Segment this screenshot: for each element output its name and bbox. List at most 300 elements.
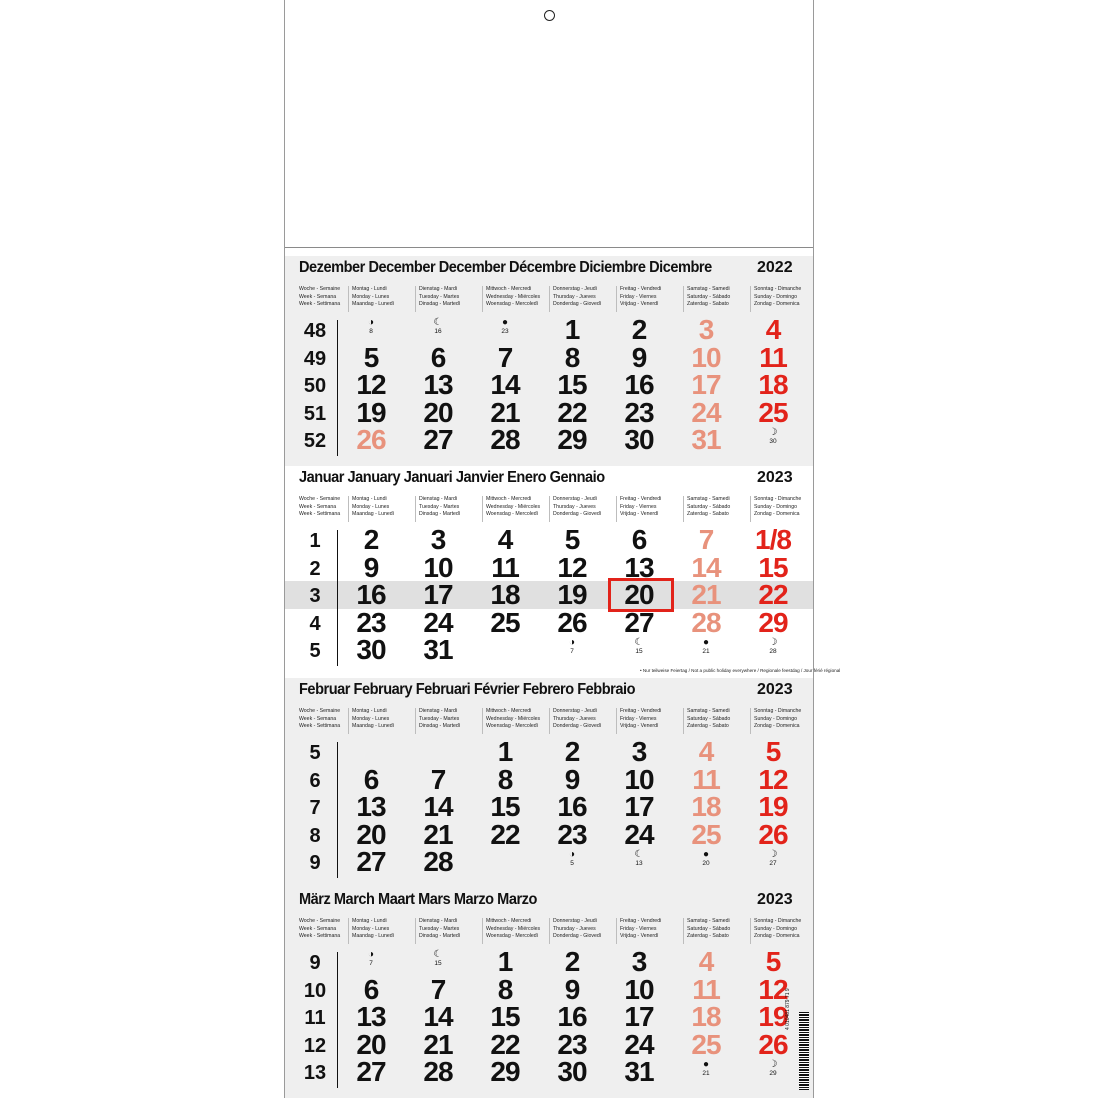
moon-date-label: 27 [769, 860, 777, 867]
day-cell[interactable]: 5 [363, 341, 379, 373]
day-cell[interactable]: 3 [631, 946, 647, 977]
weekday-header-line: Montag - Lundi [352, 286, 387, 292]
weekday-header-line: Week - Semana [299, 925, 337, 932]
moon-date-label: 8 [369, 328, 373, 335]
weekday-header-line: Samstag - Samedi [687, 496, 730, 502]
weekday-header-line: Friday - Viernes [620, 293, 657, 300]
day-cell[interactable]: 18 [758, 369, 788, 400]
week-number: 9 [309, 952, 321, 974]
header-divider [348, 496, 349, 522]
day-cell[interactable]: 20 [624, 579, 654, 610]
day-cell[interactable]: 17 [624, 791, 654, 822]
month-year: 2023 [757, 469, 793, 486]
moon-phase-icon [624, 850, 654, 867]
day-cell[interactable]: 17 [624, 1001, 654, 1032]
weekday-header-line: Sunday - Domingo [754, 715, 797, 722]
day-cell[interactable]: 7 [497, 341, 513, 373]
day-cell[interactable]: 4 [698, 736, 714, 767]
moon-date-label: 13 [635, 860, 643, 867]
day-cell[interactable]: 25 [691, 818, 721, 850]
day-cell[interactable]: 11 [692, 763, 720, 795]
day-cell[interactable]: 24 [624, 1028, 654, 1060]
day-cell[interactable]: 16 [356, 579, 386, 610]
month-year: 2022 [757, 259, 793, 276]
moon-phase-icon [557, 638, 587, 655]
day-cell[interactable]: 16 [557, 1001, 587, 1032]
day-cell[interactable]: 12 [356, 369, 386, 400]
weekday-header-line: Saturday - Sábado [687, 925, 731, 932]
day-cell[interactable]: 11 [759, 341, 787, 373]
day-cell[interactable]: 21 [423, 818, 453, 850]
barcode [799, 1012, 809, 1090]
weekday-header-line: Saturday - Sábado [687, 293, 731, 300]
moon-glyph-icon: ☾ [634, 637, 644, 648]
weekday-header [754, 286, 834, 309]
day-cell[interactable]: 6 [631, 524, 647, 555]
moon-date-label: 15 [434, 960, 442, 967]
header-divider [683, 708, 684, 734]
day-cell[interactable]: 8 [497, 763, 513, 795]
day-cell[interactable]: 27 [423, 424, 453, 455]
day-cell[interactable]: 20 [356, 1028, 386, 1060]
weekday-header-line: Thursday - Jueves [553, 293, 596, 300]
day-cell[interactable]: 21 [691, 579, 721, 610]
moon-glyph-icon: ☽ [768, 427, 778, 438]
day-cell[interactable]: 3 [698, 314, 714, 345]
month-year: 2023 [757, 681, 793, 698]
day-cell[interactable]: 14 [423, 791, 453, 822]
day-cell[interactable]: 25 [691, 1028, 721, 1060]
day-cell[interactable]: 20 [356, 818, 386, 850]
day-cell[interactable]: 18 [691, 791, 721, 822]
header-divider [482, 286, 483, 312]
week-number: 6 [309, 769, 321, 792]
moon-phase-icon [624, 638, 654, 655]
weekday-header-line: Week - Settimana [299, 933, 341, 939]
weekday-header-line: Freitag - Vendredi [620, 286, 662, 292]
day-cell[interactable]: 17 [423, 579, 453, 610]
weekday-header-line: Week - Settimana [299, 301, 341, 307]
day-cell[interactable]: 22 [490, 818, 520, 850]
moon-phase-icon [691, 850, 721, 867]
header-divider [348, 708, 349, 734]
day-cell[interactable]: 26 [758, 1028, 788, 1060]
weekday-header [754, 918, 834, 941]
day-cell[interactable]: 20 [423, 396, 453, 428]
header-divider [415, 708, 416, 734]
weekday-header-line: Mittwoch - Mercredi [486, 918, 532, 924]
weekday-header-line: Freitag - Vendredi [620, 496, 662, 502]
day-cell[interactable]: 1 [497, 736, 513, 767]
weekday-header-line: Zaterdag - Sabato [687, 933, 729, 939]
moon-date-label: 16 [434, 328, 442, 335]
week-number: 1 [309, 530, 321, 552]
day-cell[interactable]: 5 [564, 524, 580, 555]
day-cell[interactable]: 9 [564, 763, 580, 795]
weekday-header-line: Freitag - Vendredi [620, 708, 662, 714]
day-cell[interactable]: 29 [557, 424, 587, 455]
weekday-header-line: Samstag - Samedi [687, 708, 730, 714]
header-divider [348, 286, 349, 312]
day-cell[interactable]: 18 [691, 1001, 721, 1032]
moon-glyph-icon: ● [702, 637, 710, 648]
header-divider [683, 918, 684, 944]
day-cell[interactable]: 29 [758, 606, 788, 638]
moon-phase-icon [691, 1060, 721, 1077]
weekday-header-line: Sunday - Domingo [754, 293, 797, 300]
weekday-header-line: Zondag - Domenica [754, 933, 800, 939]
fold-divider [285, 247, 813, 248]
day-cell[interactable]: 31 [624, 1056, 654, 1087]
weekday-header-line: Woensdag - Mercoledì [486, 933, 539, 939]
day-cell[interactable]: 10 [691, 341, 721, 373]
day-cell[interactable]: 3 [430, 524, 446, 555]
day-cell[interactable]: 24 [624, 818, 654, 850]
day-cell[interactable]: 31 [423, 634, 453, 665]
week-number: 4 [309, 612, 321, 635]
month-title: Februar February Februari Février Febrero Febbraio [299, 681, 636, 698]
header-divider [750, 286, 751, 312]
weekday-header-line: Vrijdag - Venerdì [620, 511, 659, 517]
header-divider [549, 286, 550, 312]
weekday-header-line: Wednesday - Miércoles [486, 503, 541, 510]
weekday-header-line: Monday - Lunes [352, 715, 390, 722]
day-cell[interactable]: 8 [564, 341, 580, 373]
month-year: 2023 [757, 891, 793, 908]
weekday-header-line: Donnerstag - Jeudi [553, 918, 597, 924]
weekday-header-line: Dienstag - Mardi [419, 918, 458, 924]
day-cell[interactable]: 24 [691, 396, 721, 428]
day-cell[interactable]: 28 [490, 424, 520, 455]
day-cell[interactable]: 27 [624, 606, 654, 638]
weekday-header-line: Friday - Viernes [620, 503, 657, 510]
day-cell[interactable]: 22 [758, 579, 788, 610]
day-cell[interactable]: 15 [557, 369, 587, 400]
weekday-header-line: Tuesday - Martes [419, 293, 460, 300]
day-cell[interactable]: 16 [557, 791, 587, 822]
weekday-header-line: Wednesday - Miércoles [486, 715, 541, 722]
day-cell[interactable]: 30 [624, 424, 654, 455]
day-cell[interactable]: 17 [691, 369, 721, 400]
day-cell[interactable]: 28 [423, 846, 453, 877]
header-divider [549, 708, 550, 734]
day-cell[interactable]: 1 [564, 314, 580, 345]
week-number: 10 [303, 979, 327, 1002]
header-divider [415, 918, 416, 944]
day-cell[interactable]: 6 [363, 763, 379, 795]
header-divider [616, 286, 617, 312]
weekday-header-line: Maandag - Lunedì [352, 933, 395, 939]
week-number: 52 [303, 430, 327, 452]
day-cell[interactable]: 1 [497, 946, 513, 977]
day-cell[interactable]: 19 [356, 396, 386, 428]
header-divider [482, 918, 483, 944]
day-cell[interactable]: 14 [691, 551, 721, 583]
moon-date-label: 28 [769, 648, 777, 655]
header-divider [616, 918, 617, 944]
day-cell[interactable]: 27 [356, 1056, 386, 1087]
week-number: 2 [309, 557, 321, 580]
header-divider [482, 708, 483, 734]
week-number: 50 [303, 375, 327, 397]
weekday-header-line: Zaterdag - Sabato [687, 723, 729, 729]
moon-date-label: 5 [570, 860, 574, 867]
week-number: 11 [304, 1007, 326, 1029]
weekday-header-line: Woche - Semaine [299, 708, 341, 714]
day-cell[interactable]: 25 [490, 606, 520, 638]
barcode-text: 4 010481 879 71 9 [785, 988, 791, 1030]
day-cell[interactable]: 10 [624, 763, 654, 795]
day-cell[interactable]: 18 [490, 579, 520, 610]
day-cell[interactable]: 24 [423, 606, 453, 638]
moon-glyph-icon: ● [702, 1059, 710, 1070]
moon-date-label: 15 [635, 648, 643, 655]
weekday-header-line: Tuesday - Martes [419, 925, 460, 932]
header-divider [415, 286, 416, 312]
day-cell[interactable]: 8 [497, 973, 513, 1005]
moon-date-label: 21 [702, 1070, 710, 1077]
week-number: 5 [309, 742, 321, 764]
weekday-header-line: Thursday - Jueves [553, 503, 596, 510]
header-divider [750, 708, 751, 734]
weekday-header-line: Woche - Semaine [299, 918, 341, 924]
moon-glyph-icon: ☽ [768, 849, 778, 860]
moon-date-label: 21 [702, 648, 710, 655]
weekday-header-line: Donnerstag - Jeudi [553, 286, 597, 292]
weekday-header-line: Zondag - Domenica [754, 511, 800, 517]
day-cell[interactable]: 29 [490, 1056, 520, 1087]
day-cell[interactable]: 30 [557, 1056, 587, 1087]
weekday-header-line: Maandag - Lunedì [352, 723, 395, 729]
day-cell[interactable]: 5 [765, 736, 781, 767]
week-number: 12 [303, 1034, 327, 1057]
weekday-header-line: Dienstag - Mardi [419, 496, 458, 502]
header-divider [683, 286, 684, 312]
month-section [285, 888, 813, 1098]
week-number: 8 [309, 824, 321, 847]
moon-glyph-icon: ◑ [367, 949, 375, 960]
header-divider [616, 496, 617, 522]
day-cell[interactable]: 26 [557, 606, 587, 638]
moon-glyph-icon: ● [501, 317, 509, 328]
day-cell[interactable]: 26 [758, 818, 788, 850]
header-divider [549, 496, 550, 522]
weekday-header-line: Friday - Viernes [620, 715, 657, 722]
day-cell[interactable]: 2 [564, 736, 580, 767]
weekday-header [754, 708, 834, 731]
day-cell[interactable]: 10 [624, 973, 654, 1005]
header-divider [348, 918, 349, 944]
weekday-header-line: Sonntag - Dimanche [754, 708, 802, 714]
header-divider [616, 708, 617, 734]
day-cell[interactable]: 28 [423, 1056, 453, 1087]
header-divider [683, 496, 684, 522]
calendar-sheet [284, 0, 841, 1098]
day-cell[interactable]: 11 [491, 551, 519, 583]
day-cell[interactable]: 19 [758, 1001, 788, 1032]
month-section [285, 256, 813, 466]
day-cell[interactable]: 13 [356, 1001, 386, 1032]
day-cell[interactable]: 5 [765, 946, 781, 977]
weekday-header-line: Samstag - Samedi [687, 918, 730, 924]
day-cell[interactable]: 6 [363, 973, 379, 1005]
day-cell[interactable]: 23 [624, 396, 654, 428]
moon-date-label: 7 [369, 960, 373, 967]
moon-phase-icon [758, 428, 788, 445]
day-cell[interactable]: 4 [698, 946, 714, 977]
weekday-header-line: Week - Semana [299, 715, 337, 722]
day-cell[interactable]: 3 [631, 736, 647, 767]
moon-glyph-icon: ☽ [768, 1059, 778, 1070]
header-divider [750, 918, 751, 944]
day-cell[interactable]: 12 [758, 763, 788, 795]
moon-date-label: 7 [570, 648, 574, 655]
month-title: Dezember December December Décembre Diciembre Dicembre [299, 259, 712, 276]
day-cell[interactable]: 14 [490, 369, 520, 400]
day-cell[interactable]: 23 [356, 606, 386, 638]
day-cell[interactable]: 2 [363, 524, 379, 555]
weekday-header-line: Monday - Lunes [352, 293, 390, 300]
day-cell[interactable]: 2 [564, 946, 580, 977]
weekday-header-line: Vrijdag - Venerdì [620, 723, 659, 729]
day-cell[interactable]: 12 [758, 973, 788, 1005]
weekday-header-line: Donnerstag - Jeudi [553, 496, 597, 502]
day-cell[interactable]: 4 [765, 314, 781, 345]
day-cell[interactable]: 21 [490, 396, 520, 428]
moon-phase-icon [356, 318, 386, 335]
moon-glyph-icon: ☾ [433, 949, 443, 960]
weekday-header-line: Donnerstag - Jeudi [553, 708, 597, 714]
day-cell[interactable]: 9 [363, 551, 379, 583]
day-cell[interactable]: 16 [624, 369, 654, 400]
day-cell[interactable]: 9 [631, 341, 647, 373]
weekday-header-line: Thursday - Jueves [553, 715, 596, 722]
day-cell[interactable]: 26 [356, 424, 386, 455]
weekday-header-line: Woensdag - Mercoledì [486, 511, 539, 517]
weekday-header-line: Mittwoch - Mercredi [486, 286, 532, 292]
moon-date-label: 23 [501, 328, 509, 335]
day-cell[interactable]: 13 [624, 551, 654, 583]
week-number: 48 [303, 320, 327, 342]
weekday-header-line: Wednesday - Miércoles [486, 293, 541, 300]
day-cell[interactable]: 15 [490, 1001, 520, 1032]
weekday-header-line: Donderdag - Giovedì [553, 723, 602, 729]
day-cell[interactable]: 22 [490, 1028, 520, 1060]
day-cell[interactable]: 14 [423, 1001, 453, 1032]
moon-phase-icon [758, 850, 788, 867]
header-divider [482, 496, 483, 522]
day-cell[interactable]: 7 [430, 763, 446, 795]
header-divider [750, 496, 751, 522]
day-cell[interactable]: 21 [423, 1028, 453, 1060]
weekday-header-line: Vrijdag - Venerdì [620, 933, 659, 939]
moon-phase-icon [356, 950, 386, 967]
weekday-header-line: Dinsdag - Martedì [419, 301, 461, 307]
day-cell[interactable]: 7 [698, 524, 714, 555]
week-number: 49 [303, 347, 327, 370]
weekday-header [754, 496, 834, 519]
day-cell[interactable]: 13 [356, 791, 386, 822]
weekday-header-line: Dienstag - Mardi [419, 708, 458, 714]
moon-phase-icon [490, 318, 520, 335]
weekday-header-line: Zondag - Domenica [754, 301, 800, 307]
weekday-header-line: Donderdag - Giovedì [553, 933, 602, 939]
weekday-header-line: Week - Semana [299, 503, 337, 510]
day-cell[interactable]: 15 [490, 791, 520, 822]
month-section [285, 678, 813, 888]
day-cell[interactable]: 7 [430, 973, 446, 1005]
moon-glyph-icon: ◑ [367, 317, 375, 328]
day-cell[interactable]: 6 [430, 341, 446, 373]
weekday-header-line: Sonntag - Dimanche [754, 496, 802, 502]
day-cell[interactable]: 9 [564, 973, 580, 1005]
weekday-header-line: Woensdag - Mercoledì [486, 301, 539, 307]
day-cell[interactable]: 31 [691, 424, 721, 455]
moon-phase-icon [557, 850, 587, 867]
day-cell[interactable]: 23 [557, 1028, 587, 1060]
weekday-header-line: Maandag - Lunedì [352, 511, 395, 517]
week-number: 3 [309, 585, 321, 607]
weekday-header-line: Monday - Lunes [352, 925, 390, 932]
weekday-header-line: Week - Settimana [299, 511, 341, 517]
weekday-header-line: Donderdag - Giovedì [553, 511, 602, 517]
weekday-header-line: Woche - Semaine [299, 286, 341, 292]
month-title: März March Maart Mars Marzo Marzo [299, 891, 537, 908]
weekday-header-line: Saturday - Sábado [687, 715, 731, 722]
month-section [285, 466, 841, 678]
weekday-header-line: Woensdag - Mercoledì [486, 723, 539, 729]
weekday-header-line: Dienstag - Mardi [419, 286, 458, 292]
weekday-header-line: Sonntag - Dimanche [754, 286, 802, 292]
day-cell[interactable]: 27 [356, 846, 386, 877]
day-cell[interactable]: 19 [557, 579, 587, 610]
day-cell[interactable]: 11 [692, 973, 720, 1005]
weekday-header-line: Dinsdag - Martedì [419, 511, 461, 517]
weekday-header-line: Friday - Viernes [620, 925, 657, 932]
weekday-header-line: Dinsdag - Martedì [419, 723, 461, 729]
day-cell[interactable]: 12 [557, 551, 587, 583]
moon-phase-icon [423, 318, 453, 335]
week-number: 9 [309, 852, 321, 874]
header-divider [415, 496, 416, 522]
weekday-header-line: Zaterdag - Sabato [687, 511, 729, 517]
moon-glyph-icon: ☾ [634, 849, 644, 860]
moon-glyph-icon: ● [702, 849, 710, 860]
day-cell[interactable]: 22 [557, 396, 587, 428]
moon-glyph-icon: ☽ [768, 637, 778, 648]
day-cell[interactable]: 25 [758, 396, 788, 428]
day-cell[interactable]: 30 [356, 634, 386, 665]
day-cell[interactable]: 13 [423, 369, 453, 400]
day-cell[interactable]: 1/8 [755, 524, 791, 555]
weekday-header-line: Samstag - Samedi [687, 286, 730, 292]
day-cell[interactable]: 19 [758, 791, 788, 822]
week-number: 13 [303, 1062, 327, 1084]
moon-phase-icon [423, 950, 453, 967]
day-cell[interactable]: 15 [758, 551, 788, 583]
moon-phase-icon [758, 1060, 788, 1077]
day-cell[interactable]: 4 [497, 524, 513, 555]
day-cell[interactable]: 2 [631, 314, 647, 345]
moon-glyph-icon: ☾ [433, 317, 443, 328]
weekday-header-line: Freitag - Vendredi [620, 918, 662, 924]
moon-glyph-icon: ◑ [568, 849, 576, 860]
weekday-header-line: Mittwoch - Mercredi [486, 708, 532, 714]
weekday-header-line: Tuesday - Martes [419, 503, 460, 510]
day-cell[interactable]: 10 [423, 551, 453, 583]
day-cell[interactable]: 23 [557, 818, 587, 850]
day-cell[interactable]: 28 [691, 606, 721, 638]
